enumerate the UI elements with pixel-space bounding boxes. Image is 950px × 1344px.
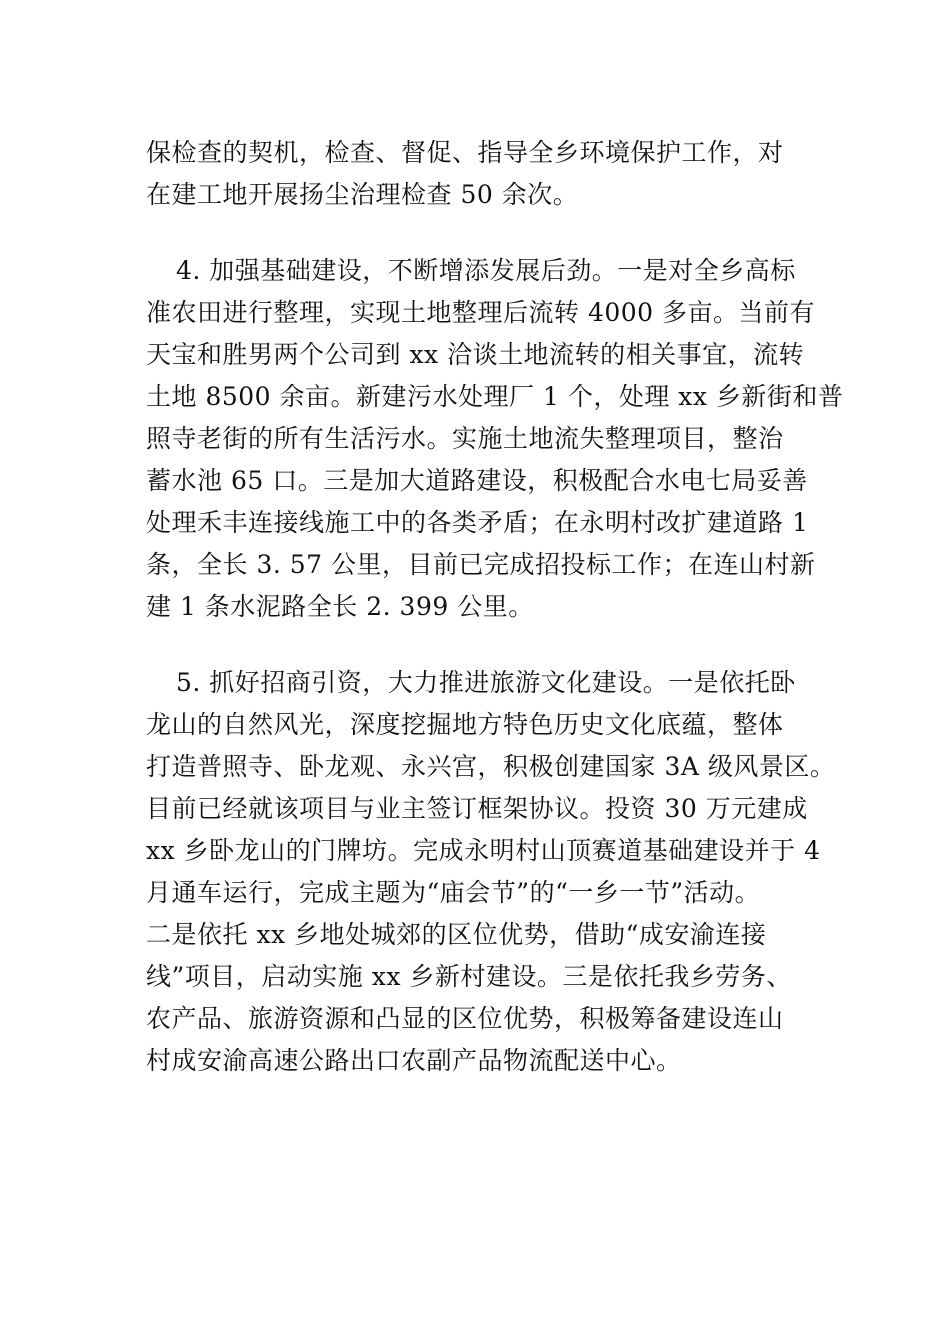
- text-line: 照寺老街的所有生活污水。实施土地流失整理项目，整治: [146, 424, 784, 453]
- text-line: 天宝和胜男两个公司到 xx 洽谈土地流转的相关事宜，流转: [146, 340, 805, 369]
- text-line: 保检查的契机，检查、督促、指导全乡环境保护工作，对: [146, 138, 784, 167]
- paragraph-5: [146, 662, 836, 1082]
- paragraph-spacer: [146, 628, 826, 662]
- text-line: 在建工地开展扬尘治理检查 50 余次。: [146, 180, 579, 209]
- text-line: 土地 8500 余亩。新建污水处理厂 1 个，处理 xx 乡新街和普: [146, 382, 844, 411]
- text-line: 二是依托 xx 乡地处城郊的区位优势，借助“成安渝连接: [146, 920, 767, 949]
- text-line: xx 乡卧龙山的门牌坊。完成永明村山顶赛道基础建设并于 4: [146, 836, 821, 865]
- text-line: 建 1 条水泥路全长 2. 399 公里。: [146, 592, 534, 621]
- document-body: [146, 132, 844, 1082]
- paragraph-spacer: [146, 216, 826, 250]
- text-line: 打造普照寺、卧龙观、永兴宫，积极创建国家 3A 级风景区。: [146, 752, 836, 781]
- text-line: 月通车运行，完成主题为“庙会节”的“一乡一节”活动。: [146, 878, 761, 907]
- text-line: 蓄水池 65 口。三是加大道路建设，积极配合水电七局妥善: [146, 466, 808, 495]
- text-line: 目前已经就该项目与业主签订框架协议。投资 30 万元建成: [146, 794, 808, 823]
- text-line: 4. 加强基础建设，不断增添发展后劲。一是对全乡高标: [176, 256, 796, 285]
- text-line: 线”项目，启动实施 xx 乡新村建设。三是依托我乡劳务、: [146, 962, 792, 991]
- text-line: 准农田进行整理，实现土地整理后流转 4000 多亩。当前有: [146, 298, 816, 327]
- paragraph-4: [146, 250, 844, 628]
- text-line: 条，全长 3. 57 公里，目前已完成招投标工作；在连山村新: [146, 550, 816, 579]
- text-line: 处理禾丰连接线施工中的各类矛盾；在永明村改扩建道路 1: [146, 508, 809, 537]
- text-line: 5. 抓好招商引资，大力推进旅游文化建设。一是依托卧: [176, 668, 796, 697]
- paragraph-continued: [146, 132, 826, 216]
- text-line: 农产品、旅游资源和凸显的区位优势，积极筹备建设连山: [146, 1004, 784, 1033]
- text-line: 龙山的自然风光，深度挖掘地方特色历史文化底蕴，整体: [146, 710, 784, 739]
- text-line: 村成安渝高速公路出口农副产品物流配送中心。: [146, 1046, 682, 1075]
